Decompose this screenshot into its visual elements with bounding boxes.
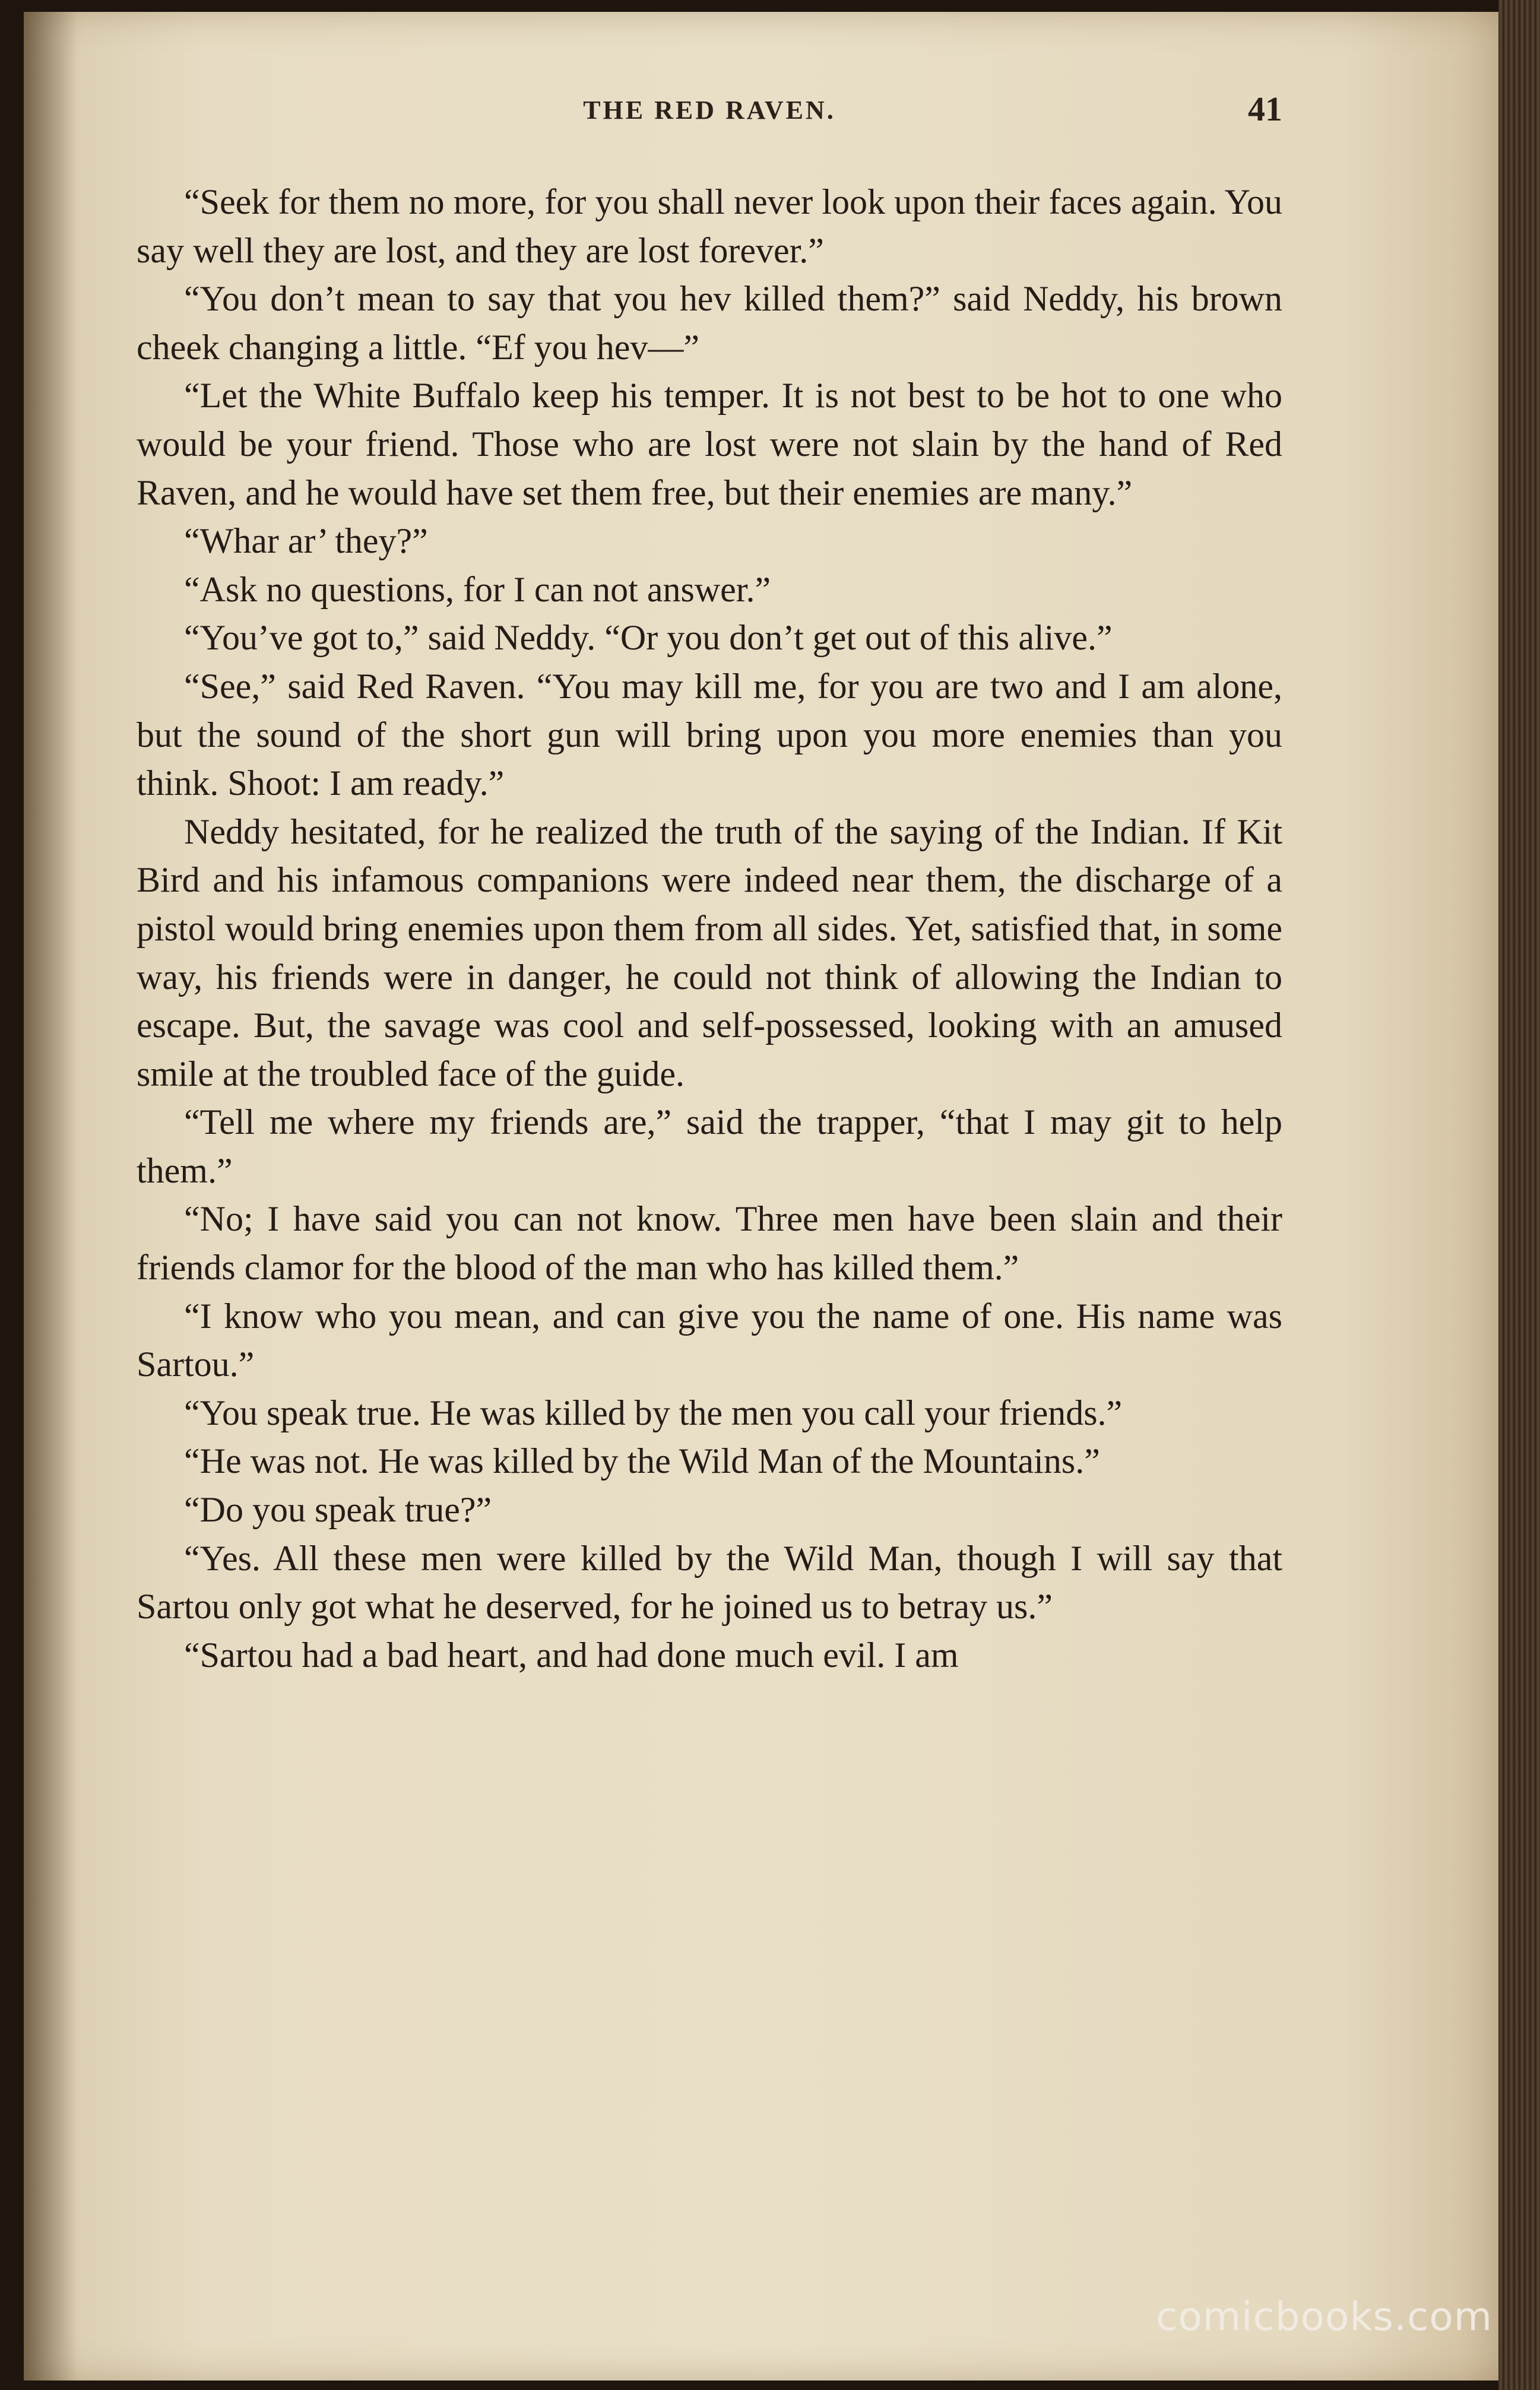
page-header [137,89,1282,137]
paragraph: “Sartou had a bad heart, and had done much evil. I am [184,1635,959,1675]
paragraph: “You don’t mean to say that you hev killed them?” said Neddy, his brown cheek changing a little. “Ef you hev—” [137,279,1282,367]
paragraph: “He was not. He was killed by the Wild Man of the Mountains.” [184,1441,1100,1481]
paragraph: “I know who you mean, and can give you the name of one. His name was Sartou.” [137,1296,1282,1384]
watermark: comicbooks.com [1156,2294,1493,2340]
paragraph: “No; I have said you can not know. Three men have been slain and their friends clamor for the blood of the man who has killed them.” [137,1199,1282,1288]
body-text [137,178,1282,2137]
paragraph: “Whar ar’ they?” [184,521,428,561]
paragraph: “Yes. All these men were killed by the Wild Man, though I will say that Sartou only got what he deserved, for he joined us to betray us.” [137,1538,1282,1627]
paragraph: “See,” said Red Raven. “You may kill me, for you are two and I am alone, but the sound of the short gun will bring upon you more enemies than you think. Shoot: I am ready.” [137,666,1282,803]
page-edges [1498,0,1540,2390]
binding-shadow [24,12,77,2381]
page-number: 41 [1248,90,1282,128]
paragraph: “You’ve got to,” said Neddy. “Or you don’t get out of this alive.” [184,618,1113,658]
paragraph: “Let the White Buffalo keep his temper. It is not best to be hot to one who would be your friend. Those who are lost were not slain by the hand of Red Raven, and he would have set them free, but their enemies are many.” [137,376,1282,512]
paragraph: “Do you speak true?” [184,1490,492,1530]
paragraph: “You speak true. He was killed by the men you call your friends.” [184,1393,1123,1432]
running-head: THE RED RAVEN. [583,96,836,125]
paragraph: “Tell me where my friends are,” said the trapper, “that I may git to help them.” [137,1102,1282,1190]
paragraph: “Ask no questions, for I can not answer.” [184,569,771,609]
paragraph: Neddy hesitated, for he realized the truth of the saying of the Indian. If Kit Bird and his infamous companions were indeed near them, the discharge of a pistol would bring enemies upon them from all sides. Yet, satisfied that, in some way, his friends were in danger, he could not think of allowing the Indian to escape. But, the savage was cool and self-possessed, looking with an amused smile at the troubled face of the guide. [137,812,1282,1093]
paragraph: “Seek for them no more, for you shall never look upon their faces again. You say well they are lost, and they are lost forever.” [137,182,1282,270]
